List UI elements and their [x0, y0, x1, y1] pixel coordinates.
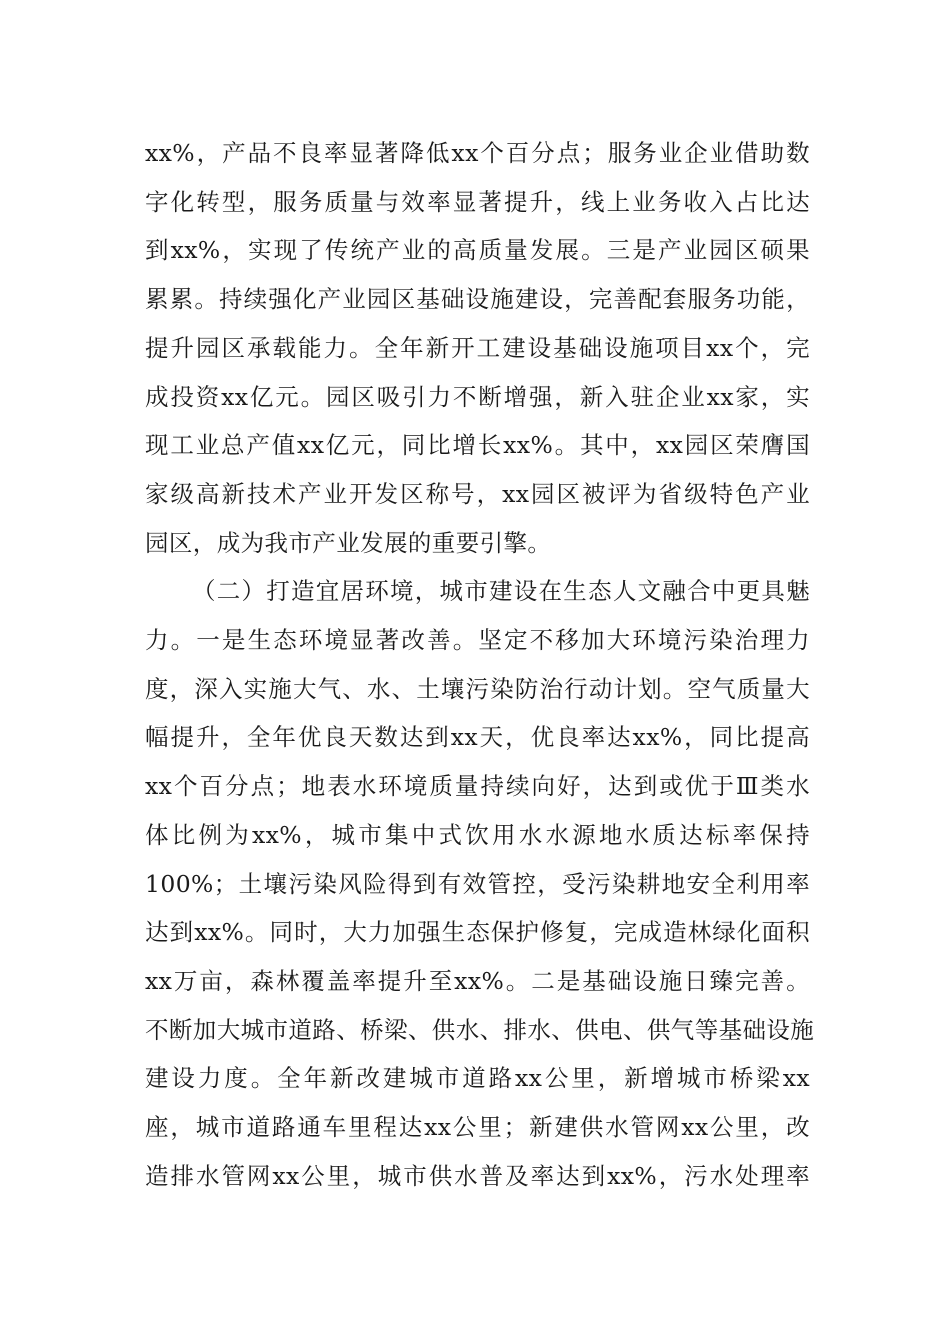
- text-line: 不断加大城市道路、桥梁、供水、排水、供电、供气等基础设施: [145, 1015, 815, 1044]
- text-line: 累累。持续强化产业园区基础设施建设，完善配套服务功能，: [145, 285, 810, 314]
- text-line: 度，深入实施大气、水、土壤污染防治行动计划。空气质量大: [145, 674, 810, 703]
- text-line: xx%，产品不良率显著降低xx个百分点；服务业企业借助数: [145, 139, 810, 167]
- text-line: 字化转型，服务质量与效率显著提升，线上业务收入占比达: [145, 187, 810, 216]
- text-line: 达到xx%。同时，大力加强生态保护修复，完成造林绿化面积: [145, 918, 810, 947]
- text-line: 建设力度。全年新改建城市道路xx公里，新增城市桥梁xx: [145, 1064, 810, 1093]
- text-line: 园区，成为我市产业发展的重要引擎。: [145, 528, 552, 557]
- text-line: xx万亩，森林覆盖率提升至xx%。二是基础设施日臻完善。: [145, 966, 810, 995]
- text-line: 现工业总产值xx亿元，同比增长xx%。其中，xx园区荣膺国: [145, 431, 810, 460]
- text-line: （二）打造宜居环境，城市建设在生态人文融合中更具魅: [192, 577, 810, 606]
- text-line: 幅提升，全年优良天数达到xx天，优良率达xx%，同比提高: [145, 723, 810, 752]
- text-line: 提升园区承载能力。全年新开工建设基础设施项目xx个，完: [145, 333, 810, 362]
- text-line: 造排水管网xx公里，城市供水普及率达到xx%，污水处理率: [145, 1161, 810, 1190]
- text-line: 家级高新技术产业开发区称号，xx园区被评为省级特色产业: [145, 479, 810, 508]
- text-line: 体比例为xx%，城市集中式饮用水水源地水质达标率保持: [145, 820, 810, 849]
- text-line: 100%；土壤污染风险得到有效管控，受污染耕地安全利用率: [145, 869, 810, 898]
- text-line: 座，城市道路通车里程达xx公里；新建供水管网xx公里，改: [145, 1113, 810, 1141]
- text-line: 力。一是生态环境显著改善。坚定不移加大环境污染治理力: [145, 626, 810, 654]
- text-line: 成投资xx亿元。园区吸引力不断增强，新入驻企业xx家，实: [145, 382, 810, 411]
- text-line: 到xx%，实现了传统产业的高质量发展。三是产业园区硕果: [145, 236, 810, 265]
- text-line: xx个百分点；地表水环境质量持续向好，达到或优于Ⅲ类水: [145, 772, 810, 801]
